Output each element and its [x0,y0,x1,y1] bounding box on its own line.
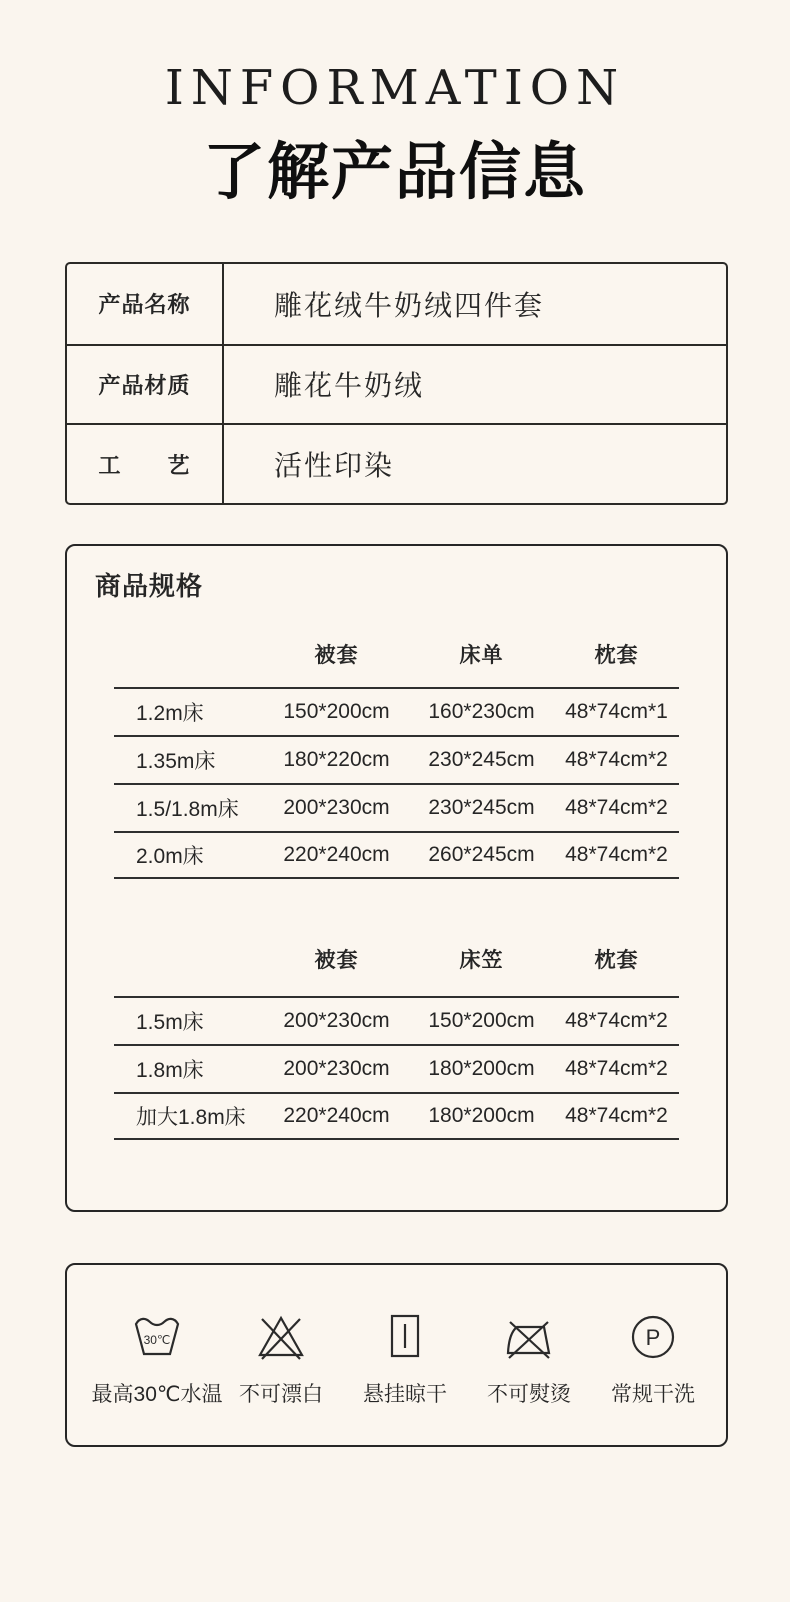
spec-title: 商品规格 [95,571,204,601]
table-cell: 230*245cm [428,796,535,819]
care-label: 不可漂白 [239,1382,323,1406]
table-cell: 加大1.8m床 [136,1106,246,1129]
care-label: 悬挂晾干 [363,1382,447,1406]
table-cell: 150*200cm [283,700,390,723]
table-header-cell: 枕套 [594,949,639,972]
table-row [114,735,679,783]
table-row [114,1044,679,1092]
dry-clean-icon [625,1309,681,1365]
table-header-cell: 被套 [314,949,359,972]
table-cell: 1.35m床 [136,750,216,773]
table-header-cell: 被套 [314,644,359,667]
care-item [591,1309,715,1408]
table-cell: 48*74cm*2 [565,748,668,771]
table-cell: 260*245cm [428,843,535,866]
table-header-row [114,621,679,687]
table-cell: 220*240cm [283,1104,390,1127]
table-cell: 150*200cm [428,1009,535,1032]
table-cell: 2.0m床 [136,845,204,868]
spec-table-fitted-sheet [114,922,679,1140]
table-cell: 180*220cm [283,748,390,771]
care-label: 不可熨烫 [487,1382,571,1406]
care-label: 最高30℃水温 [91,1382,223,1406]
table-row [114,783,679,831]
info-table [65,262,728,505]
table-cell: 180*200cm [428,1057,535,1080]
care-item [467,1309,591,1408]
table-header-row [114,922,679,996]
table-cell: 48*74cm*2 [565,1057,668,1080]
wash-30c-icon [129,1309,185,1365]
no-bleach-icon [253,1309,309,1365]
table-cell: 180*200cm [428,1104,535,1127]
svg-text:P: P [645,1324,661,1350]
table-cell: 1.8m床 [136,1059,204,1082]
hang-dry-icon [377,1309,433,1365]
table-cell: 48*74cm*2 [565,843,668,866]
page-title-en: INFORMATION [164,60,626,116]
care-item [343,1309,467,1408]
svg-text:30℃: 30℃ [143,1332,171,1347]
table-cell: 48*74cm*1 [565,700,668,723]
table-row [114,1092,679,1140]
table-cell: 200*230cm [283,1057,390,1080]
table-header-cell: 枕套 [594,644,639,667]
table-row [114,687,679,735]
table-cell: 160*230cm [428,700,535,723]
info-label: 工 艺 [67,425,224,503]
table-cell: 230*245cm [428,748,535,771]
table-cell: 48*74cm*2 [565,1104,668,1127]
table-cell: 1.2m床 [136,702,204,725]
table-cell: 1.5m床 [136,1011,204,1034]
table-header-cell: 床单 [459,644,504,667]
spec-table-flat-sheet [114,621,679,879]
info-value: 活性印染 [274,450,395,482]
care-item [91,1309,223,1408]
table-row [114,831,679,879]
table-cell: 48*74cm*2 [565,796,668,819]
table-row [114,996,679,1044]
no-iron-icon [501,1309,557,1365]
care-item [219,1309,343,1408]
table-cell: 48*74cm*2 [565,1009,668,1032]
page-title-zh: 了解产品信息 [202,138,587,207]
table-cell: 200*230cm [283,1009,390,1032]
info-value: 雕花牛奶绒 [274,370,425,402]
spec-box [65,544,728,1212]
table-cell: 200*230cm [283,796,390,819]
info-label: 产品名称 [67,264,224,344]
care-label: 常规干洗 [611,1382,695,1406]
info-row [67,344,726,424]
info-row [67,423,726,503]
info-label: 产品材质 [67,346,224,424]
table-cell: 220*240cm [283,843,390,866]
table-cell: 1.5/1.8m床 [136,798,239,821]
info-value: 雕花绒牛奶绒四件套 [274,289,545,321]
table-header-cell: 床笠 [459,949,504,972]
care-box [65,1263,728,1447]
info-row [67,264,726,344]
